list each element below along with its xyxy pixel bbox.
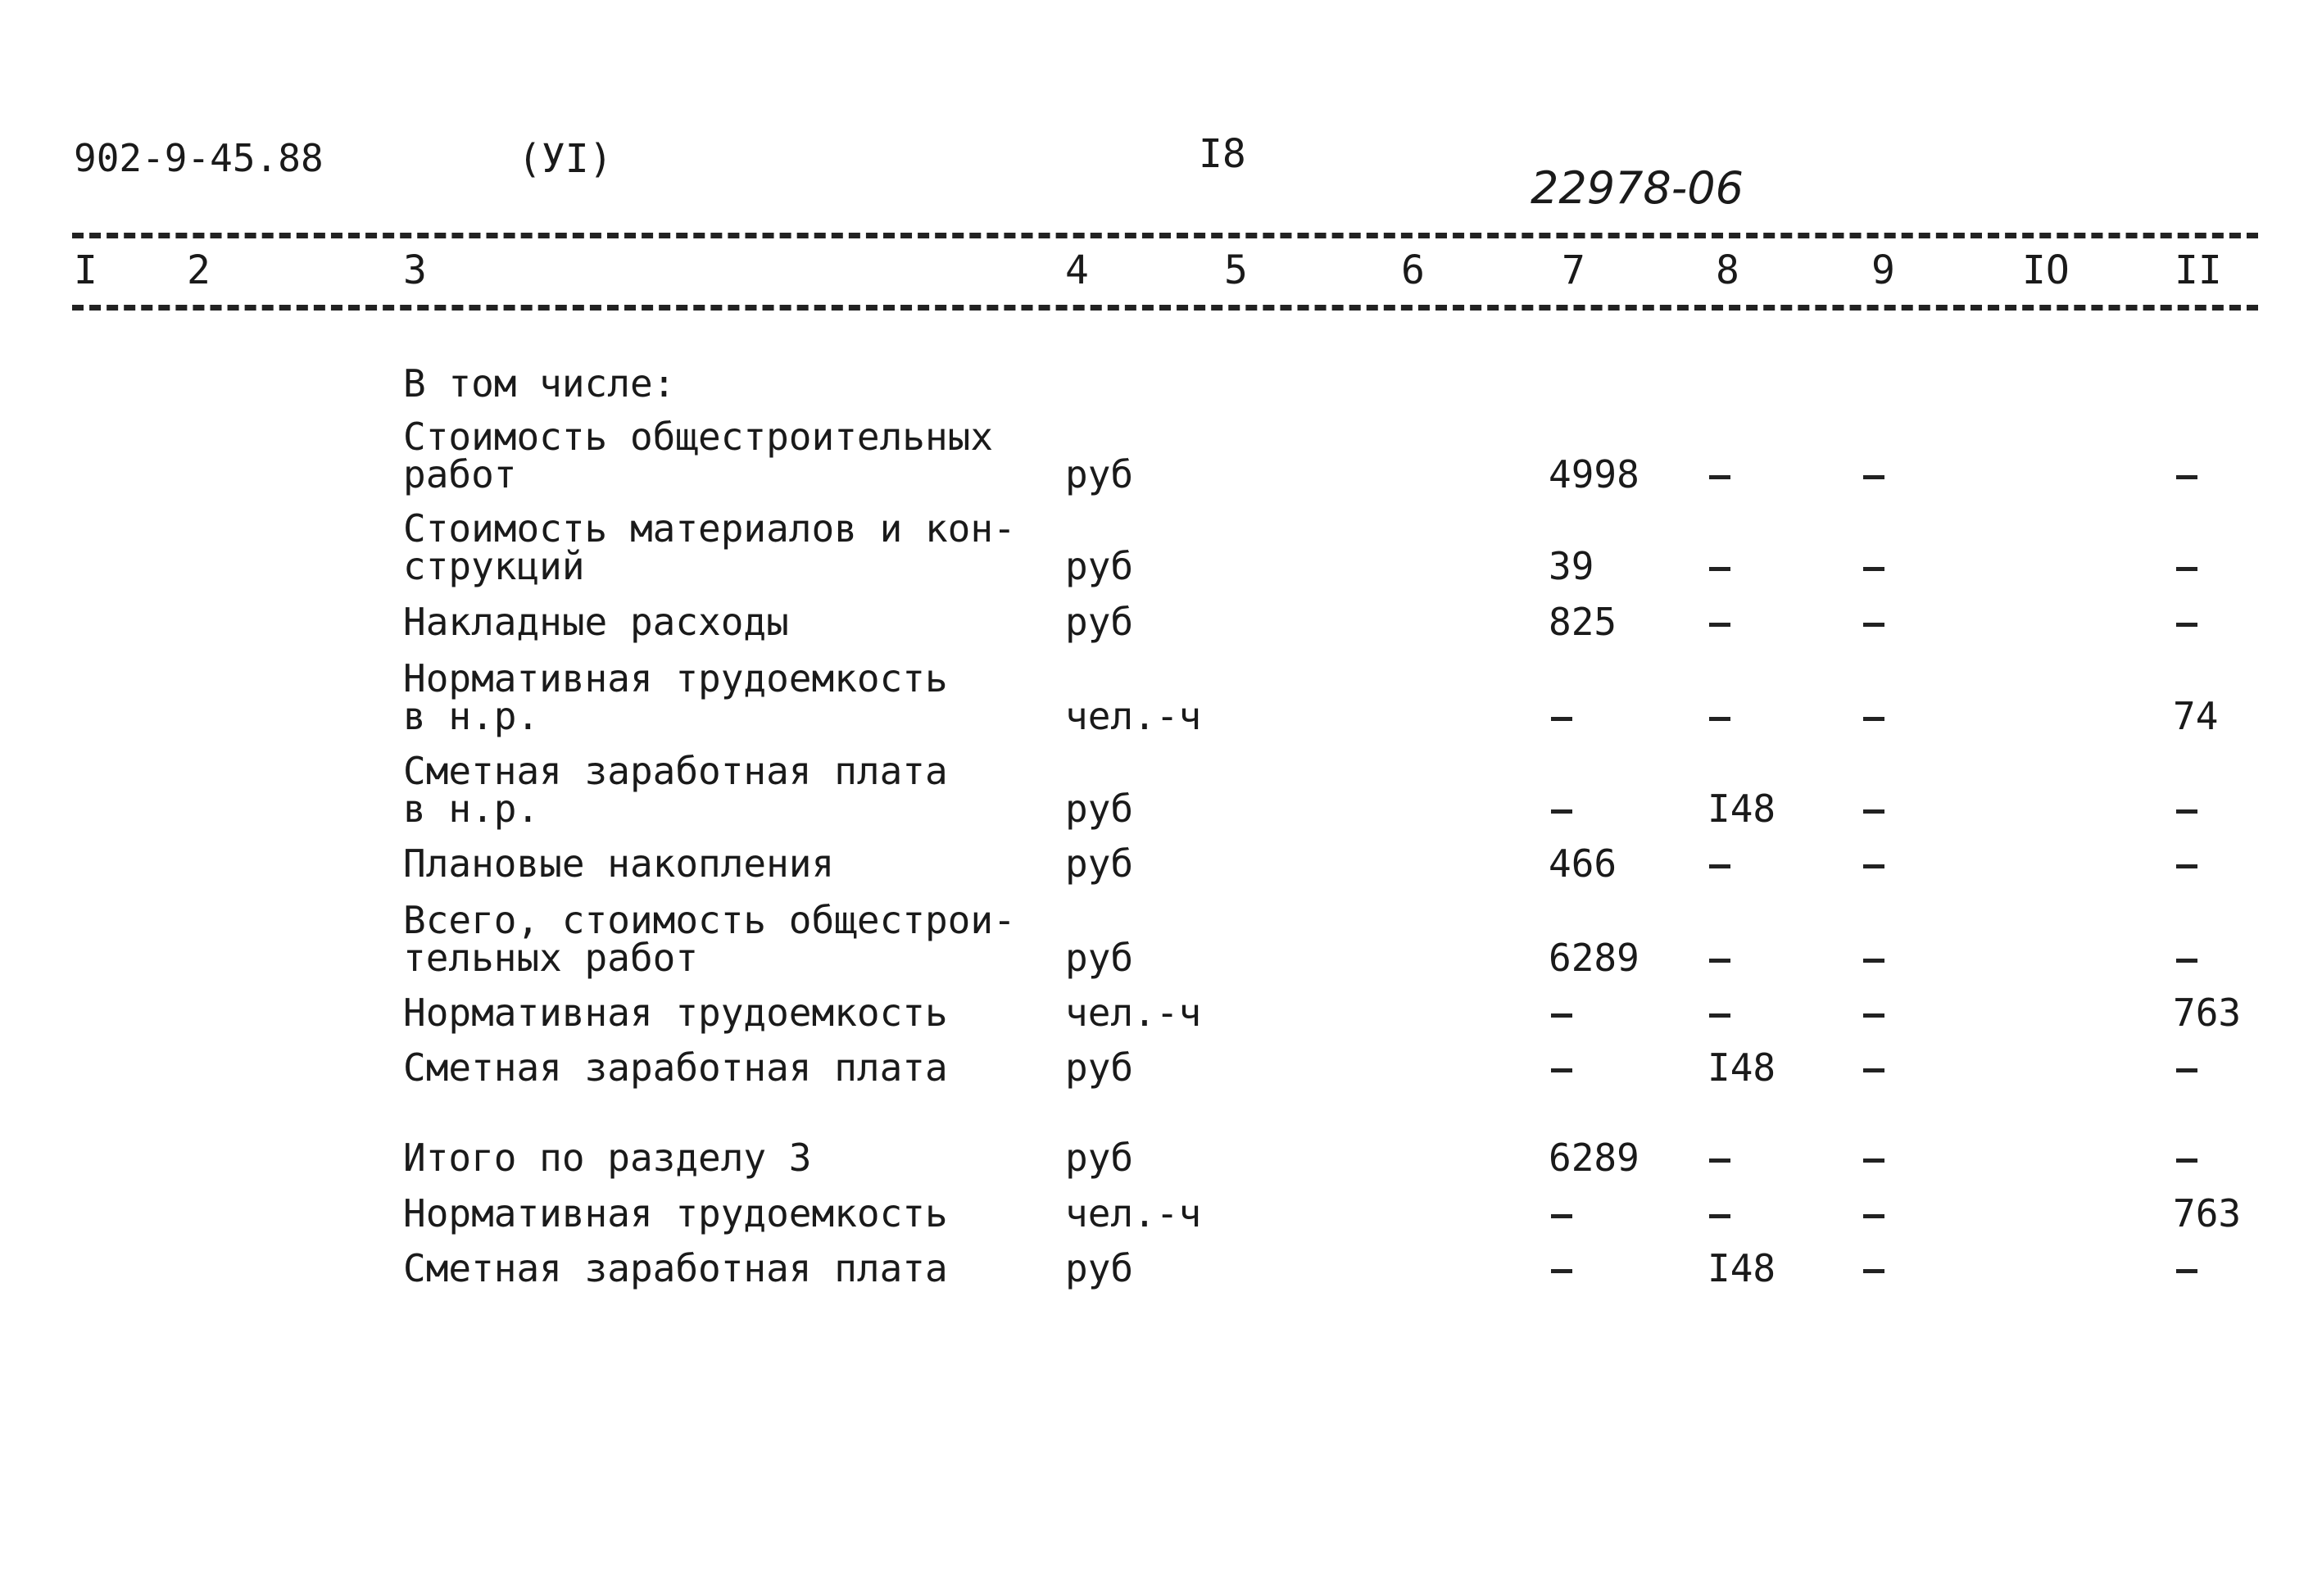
unit-cell: руб [1065,936,1134,980]
document-code: 902-9-45.88 [74,136,324,180]
empty-dash-c8 [1709,864,1730,868]
row-description: Накладные расходы [403,600,789,644]
column-number: 3 [403,247,427,293]
empty-dash-c9 [1863,1013,1884,1018]
value-cell-c7: 466 [1549,841,1617,886]
empty-dash-c7 [1551,1068,1572,1072]
row-description: Стоимость общестроительных [403,415,994,459]
unit-cell: руб [1065,841,1134,886]
empty-dash-c8 [1709,623,1730,627]
empty-dash-c11 [2176,959,2197,963]
page-number: I8 [1199,131,1246,177]
handwritten-number: 22978-06 [1531,162,1744,214]
empty-dash-c9 [1863,567,1884,571]
value-cell-c7: 4998 [1549,452,1639,496]
column-number: I [74,247,98,293]
bottom-dashed-rule [72,305,2258,311]
empty-dash-c9 [1863,623,1884,627]
unit-cell: руб [1065,600,1134,644]
top-dashed-rule [72,233,2258,238]
row-description: Итого по разделу 3 [403,1136,812,1180]
value-cell-c7: 6289 [1549,1136,1639,1180]
unit-cell: чел.-ч [1065,991,1202,1035]
column-number: II [2175,247,2222,293]
row-description: Сметная заработная плата [403,1045,948,1090]
empty-dash-c11 [2176,1068,2197,1072]
column-number: 2 [187,247,211,293]
row-description: работ [403,452,517,496]
column-number: 5 [1224,247,1248,293]
unit-cell: чел.-ч [1065,1191,1202,1236]
row-description: струкций [403,544,585,588]
empty-dash-c8 [1709,1013,1730,1018]
empty-dash-c8 [1709,567,1730,571]
value-cell-c11: 763 [2173,991,2242,1035]
section-label: (УI) [518,136,613,182]
empty-dash-c9 [1863,809,1884,814]
value-cell-c8: I48 [1707,1045,1776,1090]
empty-dash-c8 [1709,1214,1730,1218]
row-description: Сметная заработная плата [403,1246,948,1290]
empty-dash-c11 [2176,567,2197,571]
empty-dash-c9 [1863,1214,1884,1218]
value-cell-c8: I48 [1707,1246,1776,1290]
unit-cell: руб [1065,452,1134,496]
value-cell-c7: 6289 [1549,936,1639,980]
row-description: В том числе: [403,361,676,406]
unit-cell: чел.-ч [1065,694,1202,738]
column-number: 6 [1401,247,1425,293]
empty-dash-c8 [1709,959,1730,963]
empty-dash-c11 [2176,1269,2197,1273]
unit-cell: руб [1065,544,1134,588]
unit-cell: руб [1065,1136,1134,1180]
empty-dash-c9 [1863,1269,1884,1273]
empty-dash-c9 [1863,1158,1884,1163]
row-description: Нормативная трудоемкость [403,656,948,701]
column-number: 8 [1716,247,1739,293]
empty-dash-c11 [2176,623,2197,627]
empty-dash-c8 [1709,1158,1730,1163]
column-number: IO [2022,247,2070,293]
column-number: 7 [1562,247,1585,293]
empty-dash-c9 [1863,864,1884,868]
empty-dash-c7 [1551,1214,1572,1218]
column-number: 9 [1871,247,1895,293]
empty-dash-c7 [1551,1269,1572,1273]
value-cell-c11: 763 [2173,1191,2242,1236]
value-cell-c11: 74 [2173,694,2219,738]
empty-dash-c11 [2176,809,2197,814]
empty-dash-c9 [1863,1068,1884,1072]
row-description: Плановые накопления [403,841,835,886]
empty-dash-c8 [1709,475,1730,479]
row-description: тельных работ [403,936,699,980]
row-description: в н.р. [403,694,540,738]
empty-dash-c9 [1863,717,1884,721]
row-description: Нормативная трудоемкость [403,991,948,1035]
unit-cell: руб [1065,787,1134,831]
empty-dash-c9 [1863,475,1884,479]
row-description: в н.р. [403,787,540,831]
empty-dash-c7 [1551,809,1572,814]
empty-dash-c11 [2176,475,2197,479]
empty-dash-c11 [2176,864,2197,868]
value-cell-c7: 825 [1549,600,1617,644]
empty-dash-c9 [1863,959,1884,963]
empty-dash-c8 [1709,717,1730,721]
row-description: Нормативная трудоемкость [403,1191,948,1236]
empty-dash-c7 [1551,1013,1572,1018]
unit-cell: руб [1065,1045,1134,1090]
unit-cell: руб [1065,1246,1134,1290]
row-description: Стоимость материалов и кон- [403,506,1016,551]
row-description: Всего, стоимость общестрои- [403,898,1016,942]
row-description: Сметная заработная плата [403,749,948,793]
empty-dash-c11 [2176,1158,2197,1163]
value-cell-c8: I48 [1707,787,1776,831]
column-number: 4 [1065,247,1089,293]
value-cell-c7: 39 [1549,544,1594,588]
empty-dash-c7 [1551,717,1572,721]
